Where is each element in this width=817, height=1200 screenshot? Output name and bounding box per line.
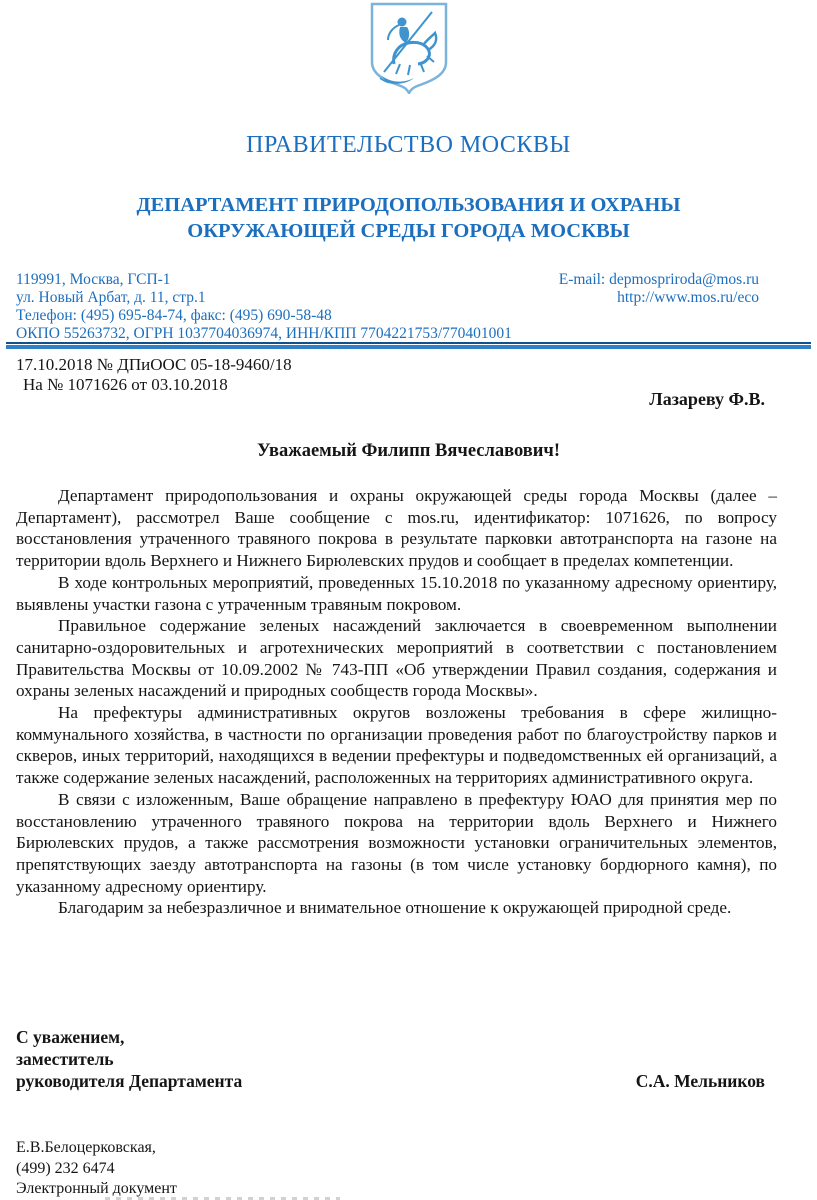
salutation: Уважаемый Филипп Вячеславович! [257, 441, 560, 461]
department-title [0, 192, 817, 244]
signature-position-line2: руководителя Департамента [16, 1071, 243, 1091]
signature-position-line1: заместитель [16, 1049, 114, 1069]
incoming-reference: На № 1071626 от 03.10.2018 [23, 375, 228, 394]
body-paragraph: На префектуры административных округов возложены требования в сфере жилищно-коммунального хозяйства, в частности по организации проведения работ по благоустройству парков и скверов, иных территорий, находящихся в ведении префектуры и подведомственных ей организаций, а также содержание зеленых насаждений, расположенных на территориях административного округа. [16, 703, 777, 788]
web-contact-block [559, 271, 759, 343]
moscow-coat-of-arms-icon [370, 2, 448, 94]
registration-codes-line: ОКПО 55263732, ОГРН 1037704036974, ИНН/КПП 7704221753/770401001 [16, 325, 512, 342]
reference-block [16, 355, 292, 395]
address-line-1: 119991, Москва, ГСП-1 [16, 271, 171, 288]
letter-body [16, 485, 777, 919]
contact-block [16, 271, 759, 343]
email-line: E-mail: depmospriroda@mos.ru [558, 271, 759, 288]
signature-closing: С уважением, [16, 1027, 125, 1047]
address-line-2: ул. Новый Арбат, д. 11, стр.1 [16, 289, 206, 306]
addressee-name: Лазареву Ф.В. [649, 389, 765, 409]
signature-block [16, 1026, 765, 1092]
department-title-line1: ДЕПАРТАМЕНТ ПРИРОДОПОЛЬЗОВАНИЯ И ОХРАНЫ [136, 194, 681, 216]
letterhead-divider [6, 342, 811, 349]
body-paragraph: В ходе контрольных мероприятий, проведенных 15.10.2018 по указанному адресному ориентиру, выявлены участки газона с утраченным травяным покровом. [16, 572, 777, 614]
divider-thick-bar [6, 345, 811, 349]
document-type-note: Электронный документ [16, 1180, 177, 1197]
body-paragraph: Благодарим за небезразличное и внимательное отношение к окружающей природной среде. [58, 898, 732, 918]
body-paragraph: Департамент природопользования и охраны окружающей среды города Москвы (далее – Департамент), рассмотрел Ваше сообщение с mos.ru, идентификатор: 1071626, по вопросу восстановления утраченного травяного покрова в результате парковки автотранспорта на газоне на территории вдоль Верхнего и Нижнего Бирюлевских прудов и сообщает в пределах компетенции. [16, 486, 777, 571]
postal-address-block [16, 271, 512, 343]
government-title: ПРАВИТЕЛЬСТВО МОСКВЫ [246, 132, 571, 158]
signature-row [16, 1070, 765, 1092]
executor-name: Е.В.Белоцерковская, [16, 1139, 156, 1156]
website-line: http://www.mos.ru/eco [617, 289, 759, 306]
department-title-line2: ОКРУЖАЮЩЕЙ СРЕДЫ ГОРОДА МОСКВЫ [187, 220, 630, 242]
signer-name: С.А. Мельников [635, 1071, 765, 1091]
executor-phone: (499) 232 6474 [16, 1159, 115, 1177]
executor-block [16, 1138, 177, 1200]
outgoing-reference: 17.10.2018 № ДПиООС 05-18-9460/18 [16, 355, 292, 374]
body-paragraph: Правильное содержание зеленых насаждений заключается в своевременном выполнении санитарно-оздоровительных и агротехнических мероприятий в соответствии с постановлением Правительства Москвы от 10.09.2002 № 743-ПП «Об утверждении Правил создания, содержания и охраны зеленых насаждений и природных сообществ города Москвы». [16, 616, 777, 701]
body-paragraph: В связи с изложенным, Ваше обращение направлено в префектуру ЮАО для принятия мер по восстановлению утраченного травяного покрова на территории вдоль Верхнего и Нижнего Бирюлевских прудов, а также рассмотрения возможности установки ограничительных элементов, препятствующих заезду автотранспорта на газоны (в том числе установку бордюрного камня), по указанному адресному ориентиру. [16, 789, 777, 896]
phone-fax-line: Телефон: (495) 695-84-74, факс: (495) 690-58-48 [16, 307, 332, 324]
